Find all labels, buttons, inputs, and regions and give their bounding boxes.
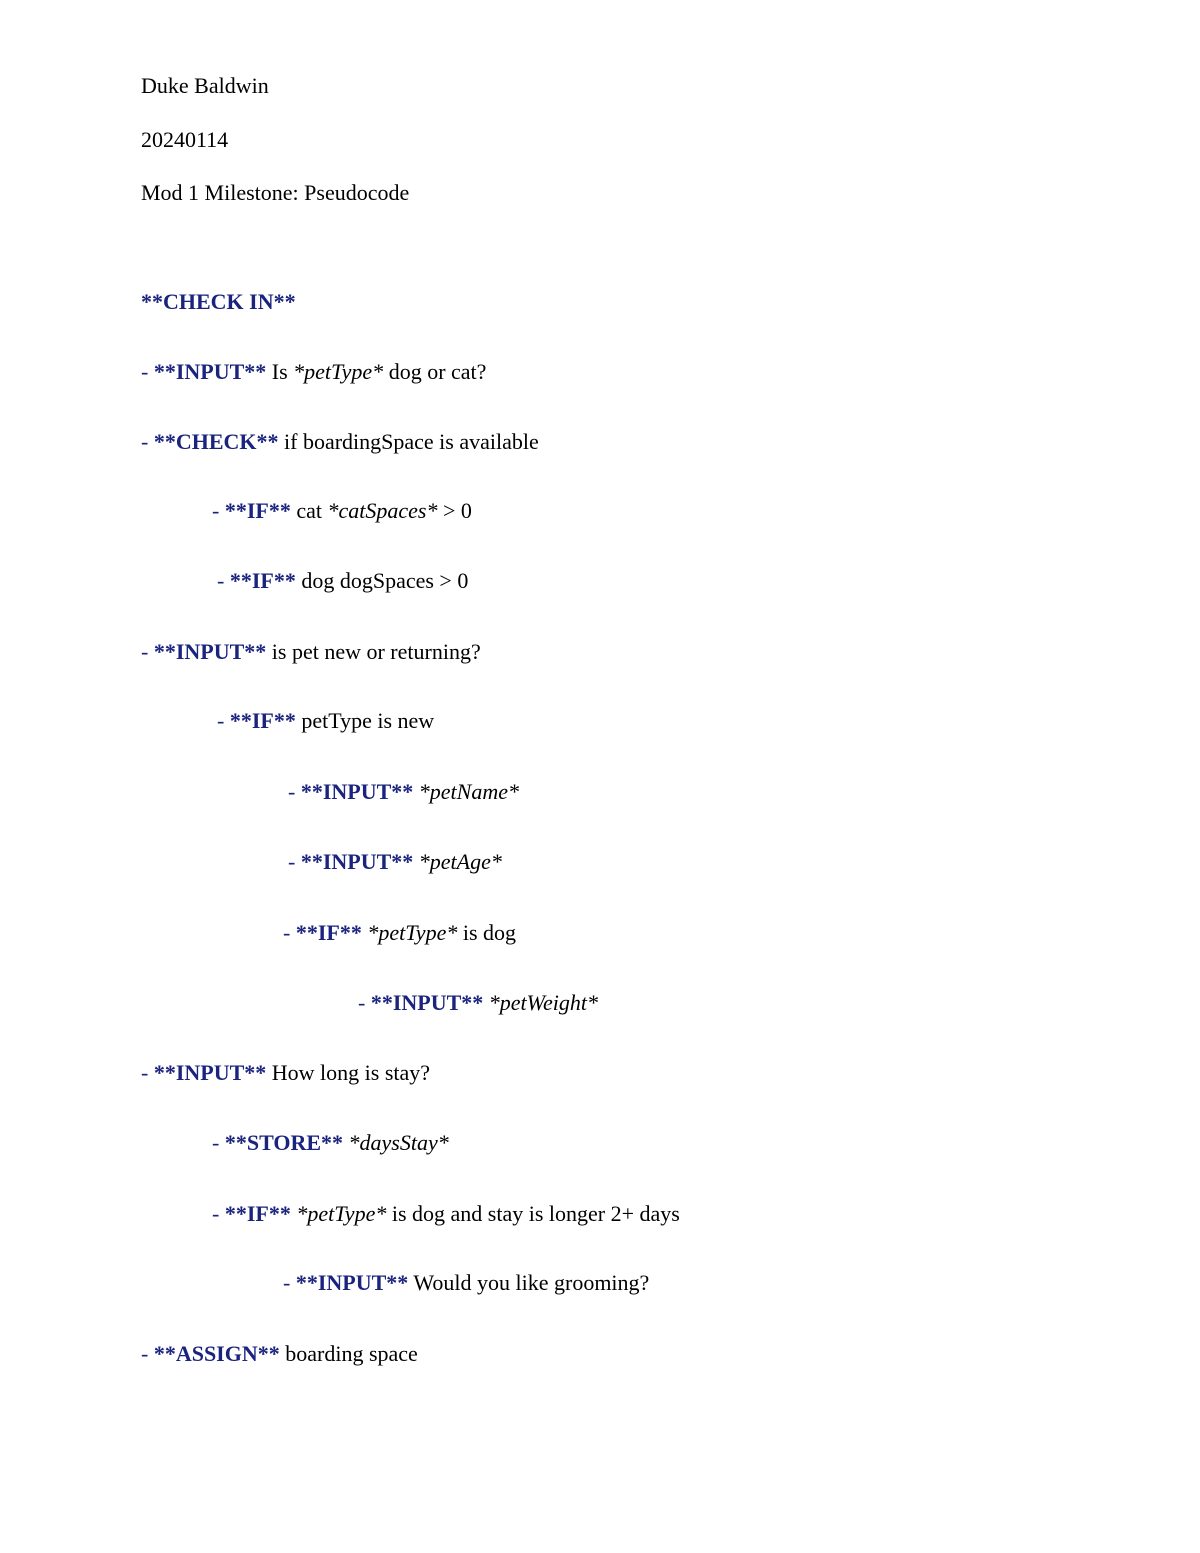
pseudocode-line	[141, 1341, 418, 1367]
list-dash: -	[283, 920, 291, 945]
line-text: Would you like grooming?	[408, 1270, 650, 1295]
list-dash: -	[212, 498, 220, 523]
pseudocode-line	[141, 1060, 430, 1086]
section-heading: **CHECK IN**	[141, 289, 296, 314]
variable-name: *petName*	[418, 779, 519, 804]
line-text: is dog and stay is longer 2+ days	[386, 1201, 680, 1226]
variable-name: *petType*	[293, 359, 384, 384]
variable-name: *petType*	[296, 1201, 387, 1226]
pseudocode-line	[212, 1201, 680, 1227]
keyword: **INPUT**	[300, 849, 414, 874]
list-dash: -	[217, 708, 225, 733]
pseudocode-line	[212, 498, 472, 524]
pseudocode-line	[217, 568, 468, 594]
keyword: **INPUT**	[153, 639, 267, 664]
line-text: How long is stay?	[266, 1060, 431, 1085]
line-text: boarding space	[279, 1341, 418, 1366]
pseudocode-line	[288, 779, 519, 805]
document-date: 20240114	[141, 127, 229, 152]
keyword: **IF**	[224, 1201, 291, 1226]
line-text: is pet new or returning?	[266, 639, 481, 664]
keyword: **IF**	[295, 920, 362, 945]
pseudocode-line	[217, 708, 434, 734]
list-dash: -	[141, 359, 149, 384]
author-name: Duke Baldwin	[141, 73, 269, 98]
keyword: **INPUT**	[370, 990, 484, 1015]
variable-name: *petWeight*	[488, 990, 598, 1015]
keyword: **INPUT**	[153, 1060, 267, 1085]
line-text: cat	[290, 498, 328, 523]
list-dash: -	[283, 1270, 291, 1295]
line-text: dog or cat?	[383, 359, 487, 384]
list-dash: -	[141, 1060, 149, 1085]
document-title: Mod 1 Milestone: Pseudocode	[141, 180, 410, 205]
variable-name: *petAge*	[418, 849, 502, 874]
list-dash: -	[141, 429, 149, 454]
line-text: petType is new	[295, 708, 435, 733]
line-text: > 0	[437, 498, 472, 523]
pseudocode-line	[141, 359, 486, 385]
list-dash: -	[288, 849, 296, 874]
line-text: if boardingSpace is available	[278, 429, 539, 454]
keyword: **CHECK**	[153, 429, 279, 454]
variable-name: *daysStay*	[348, 1130, 449, 1155]
pseudocode-line	[141, 429, 539, 455]
list-dash: -	[217, 568, 225, 593]
line-text: dog dogSpaces > 0	[295, 568, 469, 593]
pseudocode-line	[288, 849, 502, 875]
list-dash: -	[212, 1201, 220, 1226]
keyword: **INPUT**	[153, 359, 267, 384]
list-dash: -	[212, 1130, 220, 1155]
list-dash: -	[141, 639, 149, 664]
keyword: **IF**	[229, 568, 296, 593]
list-dash: -	[141, 1341, 149, 1366]
keyword: **IF**	[229, 708, 296, 733]
keyword: **ASSIGN**	[153, 1341, 280, 1366]
list-dash: -	[288, 779, 296, 804]
pseudocode-line	[358, 990, 598, 1016]
pseudocode-line	[283, 1270, 649, 1296]
variable-name: *catSpaces*	[327, 498, 438, 523]
pseudocode-line	[212, 1130, 449, 1156]
line-text: is dog	[457, 920, 517, 945]
pseudocode-line	[283, 920, 516, 946]
keyword: **IF**	[224, 498, 291, 523]
keyword: **STORE**	[224, 1130, 344, 1155]
variable-name: *petType*	[367, 920, 458, 945]
keyword: **INPUT**	[295, 1270, 409, 1295]
list-dash: -	[358, 990, 366, 1015]
line-text: Is	[266, 359, 294, 384]
keyword: **INPUT**	[300, 779, 414, 804]
pseudocode-line	[141, 639, 481, 665]
